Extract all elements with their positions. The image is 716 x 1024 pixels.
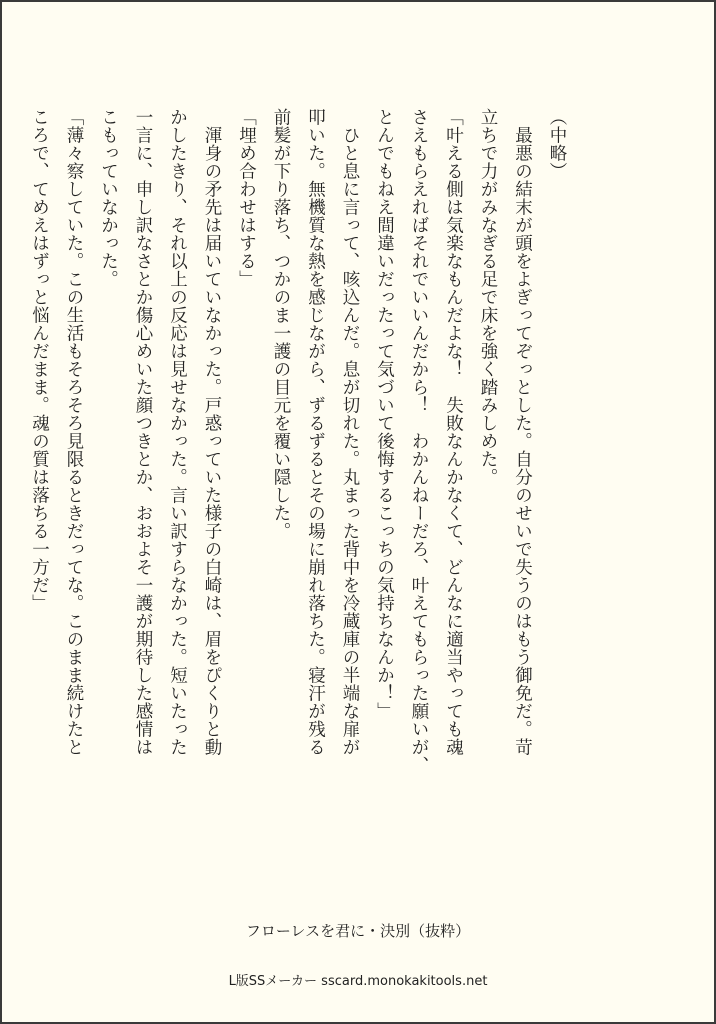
- story-line: とんでもねえ間違いだったって気づいて後悔するこっちの気持ちなんか！」: [374, 108, 395, 720]
- story-line: 前髪が下り落ち、つかのま一護の目元を覆い隠した。: [271, 108, 291, 540]
- story-line: （中略）: [547, 108, 567, 180]
- story-line: ひと息に言って、咳込んだ。息が切れた。丸まった背中を冷蔵庫の半端な扉が: [340, 108, 360, 756]
- story-body: [22, 108, 574, 774]
- story-line: ころで、てめえはずっと悩んだまま。魂の質は落ちる一方だ」: [29, 108, 50, 612]
- story-line: 一言に、申し訳なさとか傷心めいた顔つきとか、おおよそ一護が期待した感情は: [133, 108, 153, 756]
- story-line: 渾身の矛先は届いていなかった。戸惑っていた様子の白崎は、眉をぴくりと動: [202, 108, 222, 756]
- story-line: こもっていなかった。: [98, 108, 119, 288]
- footer-credit: L版SSメーカー sscard.monokakitools.net: [228, 974, 488, 989]
- story-line: 「薄々察していた。この生活もそろそろ見限るときだってな。このまま続けたと: [64, 108, 84, 756]
- story-title: フローレスを君に・決別（抜粋）: [245, 922, 471, 940]
- story-line: 「埋め合わせはする」: [236, 108, 257, 288]
- story-line: かしたきり、それ以上の反応は見せなかった。言い訳すらなかった。短いたった: [167, 108, 188, 756]
- story-line: 叩いた。無機質な熱を感じながら、ずるずるとその場に崩れ落ちた。寝汗が残る: [305, 108, 326, 756]
- story-line: 「叶える側は気楽なもんだよな！ 失敗なんかなくて、どんなに適当やっても魂: [443, 108, 464, 756]
- story-line: さえもらえればそれでいいんだから！ わかんねーだろ、叶えてもらった願いが、: [409, 108, 429, 774]
- story-line: 立ちで力がみなぎる足で床を強く踏みしめた。: [478, 108, 498, 486]
- story-line: 最悪の結末が頭をよぎってぞっとした。自分のせいで失うのはもう御免だ。苛: [512, 108, 533, 756]
